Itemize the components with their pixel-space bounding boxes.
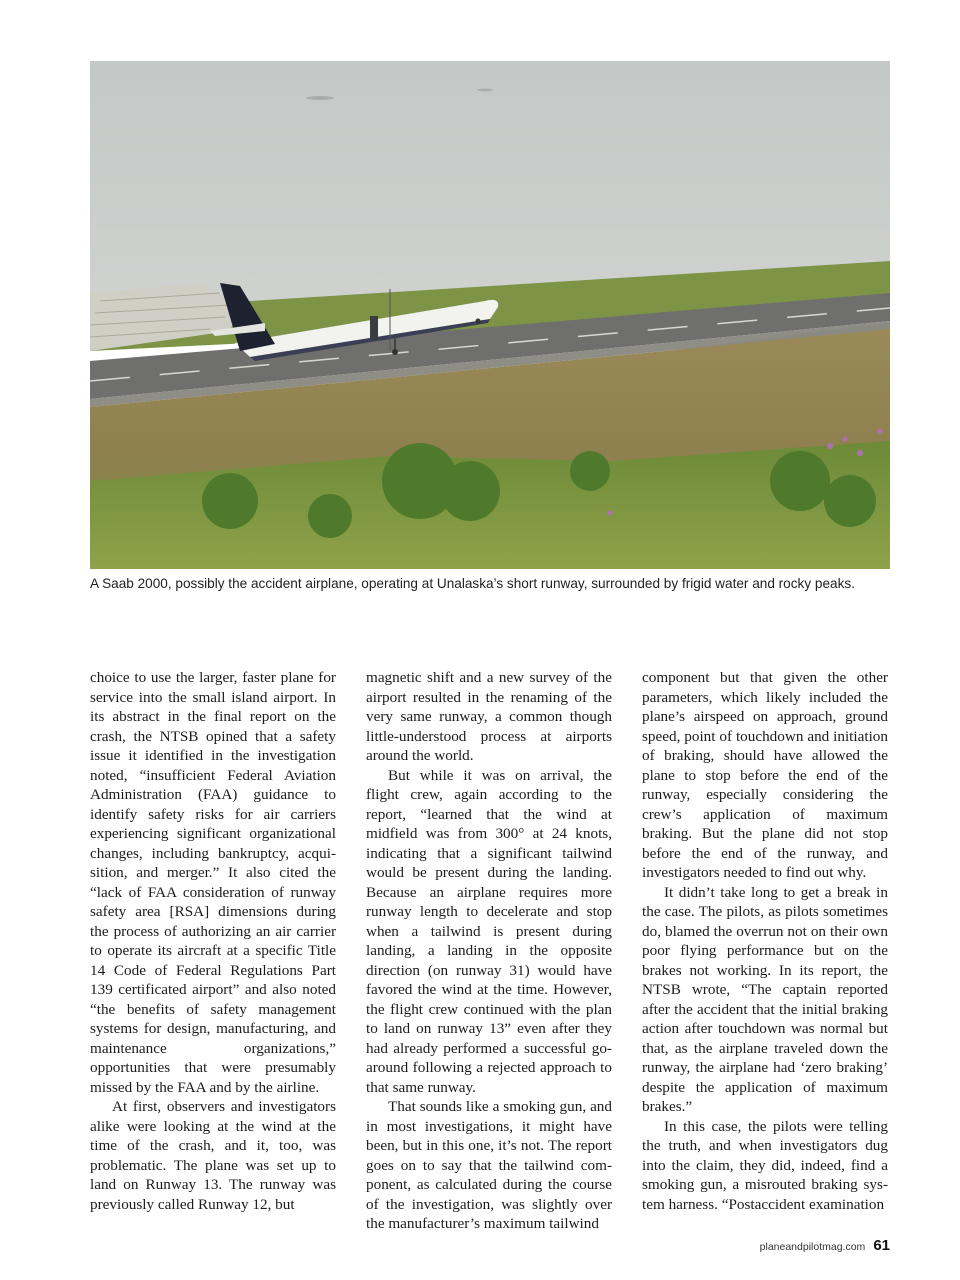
article-column-2 <box>366 668 612 1234</box>
page-footer <box>760 1237 890 1254</box>
page-number: 61 <box>873 1237 890 1254</box>
paragraph: magnetic shift and a new survey of the airport resulted in the renaming of the very same runway, a common though little-understood process at airports around the world. <box>366 669 612 764</box>
paragraph: component but that given the other parameters, which likely included the plane’s airspeed on approach, ground speed, point of touchdown and initiation of braking, should have allowed the plane to stop before the end of the runway, especially considering the crew’s application of maximum braking. But the plane did not stop before the end of the runway, and investigators needed to find out why. <box>642 669 888 881</box>
article-column-1 <box>90 668 336 1214</box>
article-body <box>90 668 890 1232</box>
paragraph: choice to use the larger, faster plane for service into the small island airport. In its abstract in the final report on the crash, the NTSB opined that a safety issue it identified in the investigation noted, “insufficient Federal Aviation Administration (FAA) guidance to identify safety risks for air carriers experiencing significant organizational changes, including bankruptcy, acquisition, and merger.” It also cited the “lack of FAA consideration of runway safety area [RSA] dimensions during the process of authorizing an air carrier to operate its aircraft at a specific Title 14 Code of Federal Regulations Part 139 certificated airport” and also noted “the benefits of safety management systems for design, manufacturing, and maintenance organizations,” opportunities that were presumably missed by the FAA and by the airline. <box>90 669 336 1096</box>
article-photo <box>90 61 890 569</box>
article-column-3 <box>642 668 888 1214</box>
paragraph: In this case, the pilots were telling the truth, and when investigators dug into the claim, they did, indeed, find a smoking gun, a misrouted braking system harness. “Postaccident examination <box>642 1117 888 1213</box>
paragraph: But while it was on arrival, the flight crew, again according to the report, “learned that the wind at midfield was from 300° at 24 knots, indicating that a significant tailwind would be present during the landing. Because an airplane requires more runway length to decelerate and stop when a tailwind is present during landing, a landing in the opposite direction (on runway 31) would have favored the wind at the time. However, the flight crew continued with the plan to land on runway 13” even after they had already performed a successful go-around following a rejected approach to that same runway. <box>366 766 612 1096</box>
paragraph: At first, observers and investigators alike were looking at the wind at the time of the crash, and it, too, was problematic. The plane was set up to land on Runway 13. The runway was previously called Runway 12, but <box>90 1098 336 1213</box>
paragraph: That sounds like a smoking gun, and in most investigations, it might have been, but in this one, it’s not. The report goes on to say that the tailwind component, as calculated during the course of the investigation, was slightly over the manufacturer’s maximum tailwind <box>366 1098 612 1232</box>
photo-caption: A Saab 2000, possibly the accident airplane, operating at Unalaska’s short runway, surrounded by frigid water and rocky peaks. <box>90 576 855 591</box>
footer-website[interactable]: planeandpilotmag.com <box>759 1241 866 1253</box>
paragraph: It didn’t take long to get a break in the case. The pilots, as pilots sometimes do, blamed the overrun not on their own poor flying performance but on the brakes not working. In its report, the NTSB wrote, “The captain reported after the accident that the initial braking action after touchdown was normal but that, as the airplane traveled down the runway, the airplane had ‘zero braking’ despite the application of maximum brakes.” <box>642 883 888 1115</box>
